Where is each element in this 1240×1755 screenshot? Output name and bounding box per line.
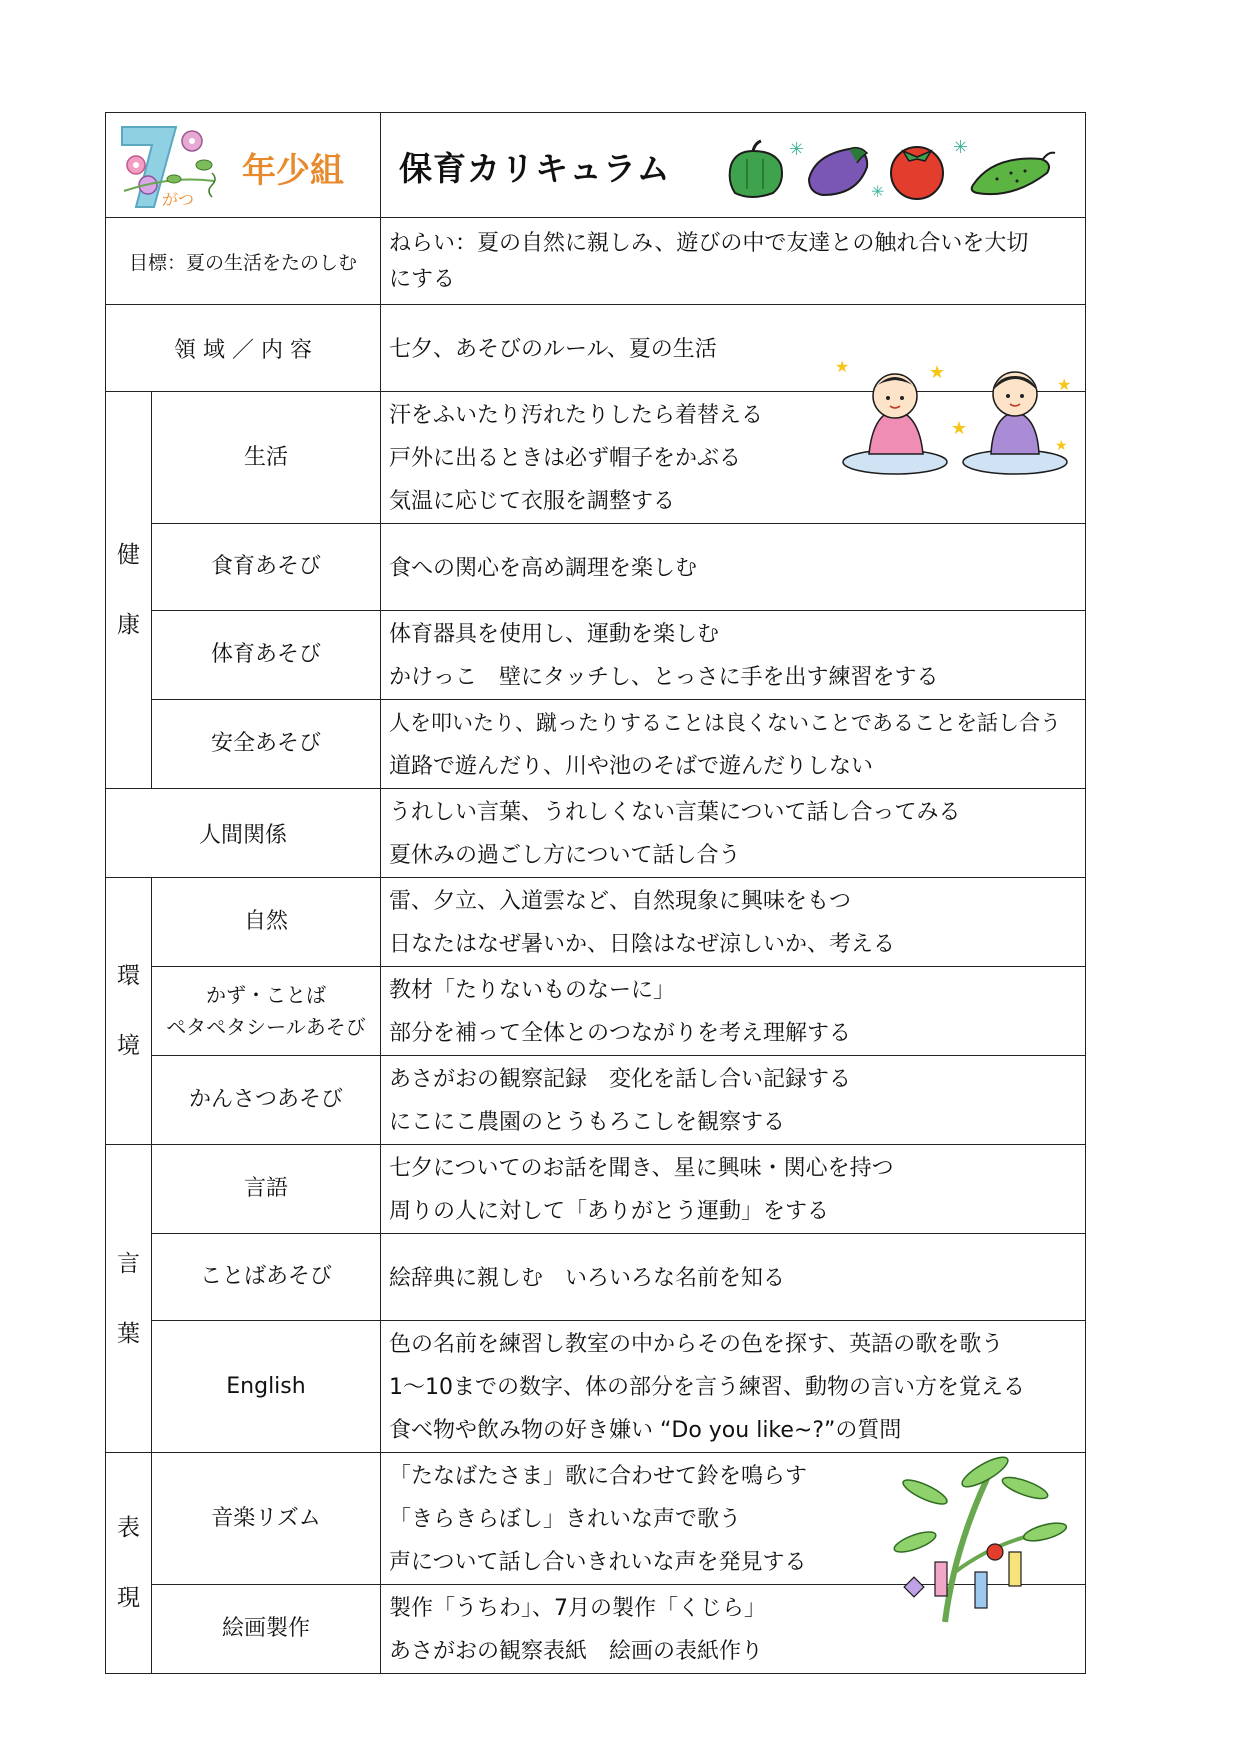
content-line: 体育器具を使用し、運動を楽しむ: [389, 622, 720, 647]
content-numbers-words: [381, 967, 1086, 1056]
content-english: [381, 1321, 1086, 1453]
content-line: うれしい言葉、うれしくない言葉について話し合ってみる: [389, 800, 961, 825]
content-line: 声について話し合いきれいな声を発見する: [389, 1550, 807, 1575]
content-line: にこにこ農園のとうもろこしを観察する: [389, 1110, 786, 1135]
green-pepper-icon: [730, 141, 782, 197]
content-line: 食への関心を高め調理を楽しむ: [389, 555, 698, 581]
content-line: 製作「うちわ」、7月の製作「くじら」: [389, 1596, 766, 1621]
content-line: 気温に応じて衣服を調整する: [389, 489, 676, 514]
sub-label-safety: 安全あそび: [152, 700, 381, 789]
sub-label-nature: 自然: [152, 878, 381, 967]
class-name: 年少組: [242, 151, 344, 191]
category-relations: 人間関係: [106, 789, 381, 878]
content-line: 「きらきらぼし」きれいな声で歌う: [389, 1507, 742, 1532]
content-pe: [381, 611, 1086, 700]
content-line: あさがおの観察表紙 絵画の表紙作り: [389, 1639, 764, 1664]
category-char: 健: [117, 542, 140, 568]
content-relations: [381, 789, 1086, 878]
content-line: 戸外に出るときは必ず帽子をかぶる: [389, 446, 742, 471]
curriculum-table: [105, 112, 1086, 1674]
category-expression: [106, 1453, 152, 1674]
content-line: 汗をふいたり汚れたりしたら着替える: [389, 403, 764, 428]
sparkle-icon: ✳: [871, 182, 885, 201]
category-language: [106, 1145, 152, 1453]
page-title: 保育カリキュラム: [399, 149, 671, 188]
star-icon: ★: [929, 362, 946, 383]
curriculum-sheet: [105, 112, 1085, 1674]
month-suffix: がつ: [162, 190, 195, 209]
content-line: かけっこ 壁にタッチし、とっさに手を出す練習をする: [389, 665, 939, 690]
category-char: 環: [117, 963, 140, 989]
content-line: 日なたはなぜ暑いか、日陰はなぜ涼しいか、考える: [389, 932, 896, 957]
content-line: 七夕についてのお話を聞き、星に興味・関心を持つ: [389, 1156, 894, 1181]
category-char: 表: [117, 1515, 140, 1541]
aim-line: にする: [389, 267, 456, 292]
star-icon: ★: [1055, 438, 1068, 454]
category-char: 境: [117, 1033, 140, 1059]
aim-line: ねらい：夏の自然に親しみ、遊びの中で友達との触れ合いを大切: [389, 231, 1029, 256]
domain-content-label: 領 域 ／ 内 容: [106, 305, 381, 392]
category-char: 康: [117, 612, 140, 638]
sub-label-observation: かんさつあそび: [152, 1056, 381, 1145]
bamboo-tanzaku-illustration: [885, 1452, 1075, 1627]
content-nature: [381, 878, 1086, 967]
category-environment: [106, 878, 152, 1145]
sub-label-life: 生活: [152, 392, 381, 524]
sub-label-line: ペタペタシールあそび: [166, 1015, 366, 1039]
star-icon: ★: [835, 357, 850, 376]
goal-label: 目標：夏の生活をたのしむ: [106, 218, 381, 305]
sub-label-language: 言語: [152, 1145, 381, 1234]
content-line: 色の名前を練習し教室の中からその色を探す、英語の歌を歌う: [389, 1332, 1004, 1357]
category-health: [106, 392, 152, 789]
category-char: 葉: [117, 1320, 140, 1347]
content-line: 「たなばたさま」歌に合わせて鈴を鳴らす: [389, 1464, 808, 1489]
content-line: 食べ物や飲み物の好き嫌い “Do you like~?”の質問: [389, 1418, 902, 1443]
domain-content-text: 七夕、あそびのルール、夏の生活: [389, 336, 717, 362]
vegetables-illustration: [721, 135, 1061, 205]
aim-cell: [381, 218, 1086, 305]
content-line: 夏休みの過ごし方について話し合う: [389, 843, 741, 868]
content-word-play: [381, 1234, 1086, 1321]
category-char: 言: [117, 1250, 140, 1277]
tomato-icon: [891, 147, 943, 199]
tanabata-couple-illustration: [833, 350, 1078, 478]
category-char: 現: [117, 1585, 140, 1611]
sparkle-icon: ✳: [789, 139, 805, 160]
header-month-class: [106, 113, 381, 218]
sub-label-pe: 体育あそび: [152, 611, 381, 700]
content-language: [381, 1145, 1086, 1234]
content-line: 道路で遊んだり、川や池のそばで遊んだりしない: [389, 754, 874, 779]
sub-label-food: 食育あそび: [152, 524, 381, 611]
sub-label-music: 音楽リズム: [152, 1453, 381, 1585]
star-icon: ★: [951, 418, 968, 439]
eggplant-icon: [809, 148, 867, 195]
sub-label-line: かず・ことば: [206, 983, 326, 1007]
content-line: 1～10までの数字、体の部分を言う練習、動物の言い方を覚える: [389, 1375, 1025, 1400]
month-badge: [114, 121, 232, 211]
cucumber-icon: [972, 153, 1055, 195]
content-line: 人を叩いたり、蹴ったりすることは良くないことであることを話し合う: [389, 711, 1061, 735]
content-line: 部分を補って全体とのつながりを考え理解する: [389, 1021, 852, 1046]
sub-label-numbers-words: [152, 967, 381, 1056]
content-safety: [381, 700, 1086, 789]
content-line: 雷、夕立、入道雲など、自然現象に興味をもつ: [389, 889, 852, 914]
sparkle-icon: ✳: [953, 137, 969, 158]
sub-label-art: 絵画製作: [152, 1585, 381, 1674]
sub-label-english: English: [152, 1321, 381, 1453]
content-line: 教材「たりないものなーに」: [389, 978, 676, 1003]
content-line: 周りの人に対して「ありがとう運動」をする: [389, 1199, 830, 1224]
content-line: 絵辞典に親しむ いろいろな名前を知る: [389, 1265, 786, 1291]
star-icon: ★: [1057, 375, 1072, 394]
header-title-cell: [381, 113, 1086, 218]
content-line: あさがおの観察記録 変化を話し合い記録する: [389, 1067, 852, 1092]
content-food: [381, 524, 1086, 611]
content-observation: [381, 1056, 1086, 1145]
morning-glory-icon: [114, 121, 232, 211]
sub-label-word-play: ことばあそび: [152, 1234, 381, 1321]
